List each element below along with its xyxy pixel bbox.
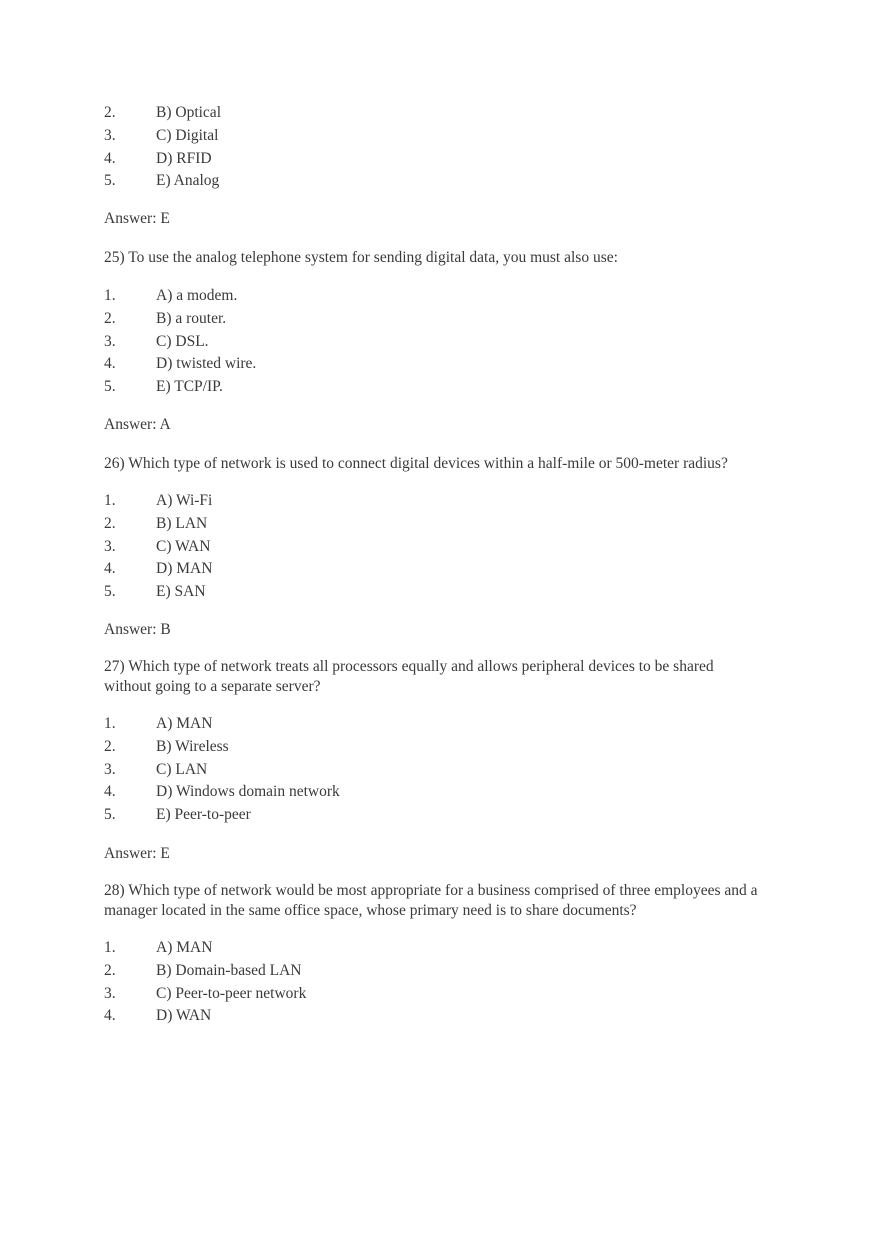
- question-26: 26) Which type of network is used to connect digital devices within a half-mile or 500-meter radius?: [104, 455, 728, 472]
- question-27: [104, 657, 784, 696]
- option-number: 4.: [104, 560, 116, 578]
- question-line: 28) Which type of network would be most appropriate for a business comprised of three employees and a: [104, 882, 758, 899]
- option-text: E) Peer-to-peer: [156, 806, 251, 824]
- q27-answer: Answer: E: [104, 845, 170, 862]
- option-text: B) a router.: [156, 309, 227, 327]
- list-item: [104, 713, 784, 736]
- question-25: 25) To use the analog telephone system for sending digital data, you must also use:: [104, 249, 618, 266]
- q25-options-list: [104, 285, 784, 399]
- list-item: [104, 960, 784, 983]
- list-item: [104, 376, 784, 399]
- option-number: 3.: [104, 126, 116, 144]
- option-number: 2.: [104, 514, 116, 532]
- option-text: B) LAN: [156, 514, 208, 532]
- option-text: E) Analog: [156, 172, 220, 190]
- list-item: [104, 148, 784, 171]
- question-line: without going to a separate server?: [104, 677, 321, 695]
- option-number: 5.: [104, 583, 116, 601]
- option-number: 1.: [104, 939, 116, 956]
- option-text: B) Domain-based LAN: [156, 961, 302, 979]
- pre-answer: Answer: E: [104, 210, 170, 227]
- option-number: 3.: [104, 332, 116, 350]
- list-item: [104, 581, 784, 604]
- pre-options-list: [104, 102, 784, 193]
- option-text: D) WAN: [156, 1007, 212, 1025]
- option-number: 4.: [104, 149, 116, 167]
- option-number: 1.: [104, 492, 116, 509]
- question-line: manager located in the same office space, whose primary need is to share documents?: [104, 901, 637, 919]
- list-item: [104, 353, 784, 376]
- q26-answer: Answer: B: [104, 621, 171, 638]
- list-item: [104, 170, 784, 193]
- option-text: A) MAN: [156, 939, 213, 956]
- option-text: C) DSL.: [156, 332, 209, 350]
- list-item: [104, 558, 784, 581]
- list-item: [104, 804, 784, 827]
- list-item: [104, 308, 784, 331]
- option-number: 4.: [104, 783, 116, 801]
- option-number: 5.: [104, 172, 116, 190]
- q28-options-list: [104, 937, 784, 1028]
- list-item: [104, 536, 784, 559]
- option-text: E) TCP/IP.: [156, 378, 223, 396]
- q27-options-list: [104, 713, 784, 827]
- option-text: C) Peer-to-peer network: [156, 984, 307, 1002]
- option-text: B) Wireless: [156, 737, 229, 755]
- option-text: C) WAN: [156, 537, 211, 555]
- option-number: 1.: [104, 715, 116, 732]
- list-item: [104, 285, 784, 308]
- question-line: 27) Which type of network treats all processors equally and allows peripheral devices to be shared: [104, 658, 714, 675]
- option-number: 2.: [104, 309, 116, 327]
- list-item: [104, 983, 784, 1006]
- option-number: 1.: [104, 287, 116, 304]
- list-item: [104, 331, 784, 354]
- option-number: 3.: [104, 984, 116, 1002]
- list-item: [104, 1005, 784, 1028]
- question-28: [104, 881, 784, 920]
- list-item: [104, 736, 784, 759]
- option-number: 2.: [104, 737, 116, 755]
- q26-options-list: [104, 490, 784, 604]
- option-text: D) MAN: [156, 560, 213, 578]
- option-text: C) LAN: [156, 760, 208, 778]
- option-text: A) a modem.: [156, 287, 238, 304]
- option-text: A) MAN: [156, 715, 213, 732]
- option-text: C) Digital: [156, 126, 219, 144]
- option-number: 3.: [104, 537, 116, 555]
- list-item: [104, 513, 784, 536]
- option-number: 2.: [104, 104, 116, 121]
- option-number: 4.: [104, 355, 116, 373]
- option-number: 2.: [104, 961, 116, 979]
- option-number: 4.: [104, 1007, 116, 1025]
- option-text: B) Optical: [156, 104, 221, 121]
- option-text: E) SAN: [156, 583, 206, 601]
- option-number: 3.: [104, 760, 116, 778]
- list-item: [104, 490, 784, 513]
- q25-answer: Answer: A: [104, 416, 171, 433]
- list-item: [104, 937, 784, 960]
- option-text: D) Windows domain network: [156, 783, 340, 801]
- option-text: A) Wi-Fi: [156, 492, 213, 509]
- option-number: 5.: [104, 806, 116, 824]
- list-item: [104, 102, 784, 125]
- list-item: [104, 759, 784, 782]
- list-item: [104, 125, 784, 148]
- list-item: [104, 781, 784, 804]
- option-text: D) RFID: [156, 149, 212, 167]
- option-text: D) twisted wire.: [156, 355, 257, 373]
- option-number: 5.: [104, 378, 116, 396]
